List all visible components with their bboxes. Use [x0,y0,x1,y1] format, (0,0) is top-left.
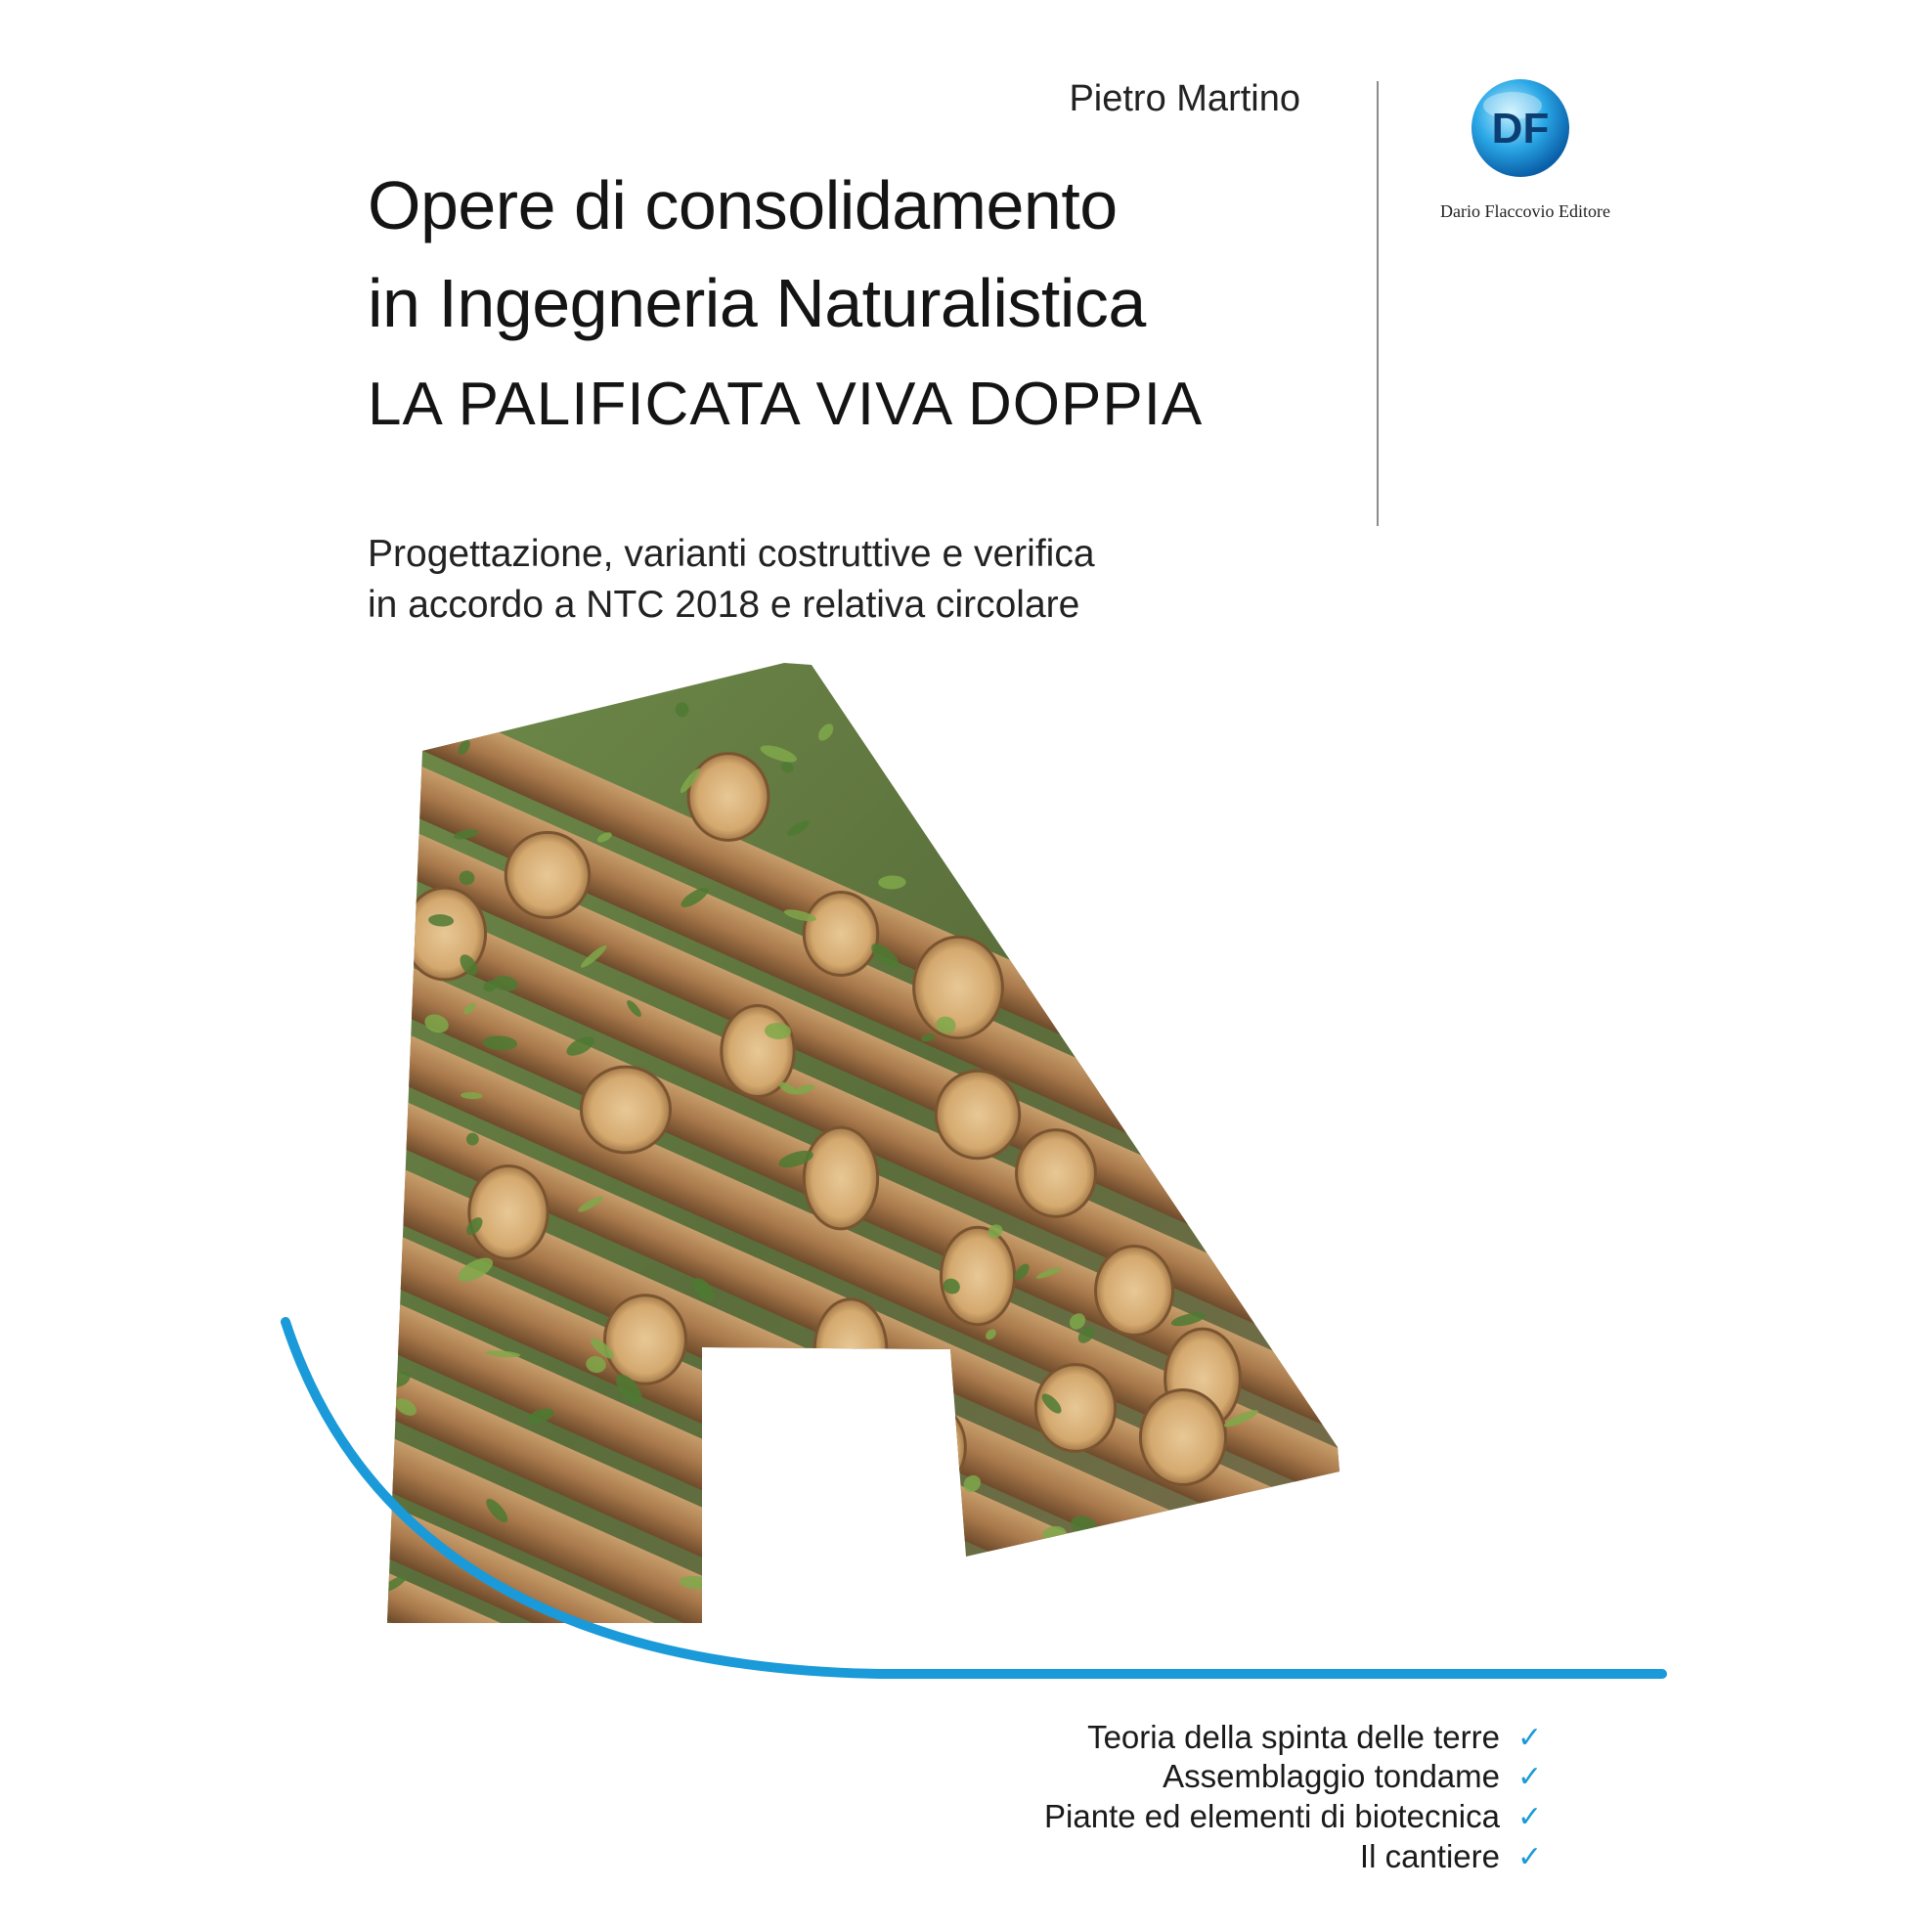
feature-label: Piante ed elementi di biotecnica [1044,1798,1500,1834]
log-end [688,754,768,841]
log-end [1017,1130,1096,1217]
feature-item [1360,1838,1543,1875]
leaf [725,1471,755,1505]
publisher-logo-text: DF [1491,105,1550,153]
log-end [936,1071,1019,1159]
log-end [804,892,878,975]
log-end [469,1165,548,1258]
leaf [1048,733,1068,758]
publisher-name: Dario Flaccovio Editore [1440,201,1610,221]
log-end [1140,1389,1225,1484]
log-end [505,832,589,917]
checkmark-icon: ✓ [1517,1800,1543,1833]
leaf [788,1473,805,1487]
leaf [776,1567,812,1578]
leaf [1227,1149,1244,1164]
log-end [581,1067,670,1153]
author-name: Pietro Martino [1069,78,1300,119]
leaf [1049,868,1072,885]
leaf [929,760,952,768]
log-end [914,937,1003,1037]
leaf [1158,1542,1186,1568]
log-end [605,1295,686,1384]
leaf [1172,921,1187,933]
title-line-1: Opere di consolidamento [368,167,1118,243]
log-end [1035,1365,1115,1452]
leaf [977,830,997,848]
leaf [778,1472,806,1500]
checkmark-icon: ✓ [1517,1721,1543,1754]
leaf [491,683,526,709]
log-end [741,1387,823,1477]
leaf [448,689,478,719]
feature-label: Il cantiere [1359,1838,1500,1874]
feature-label: Assemblaggio tondame [1163,1758,1500,1794]
leaf [1181,1162,1202,1183]
checkmark-icon: ✓ [1517,1840,1543,1873]
leaf [1067,924,1099,957]
feature-label: Teoria della spinta delle terre [1087,1719,1500,1755]
leaf [1111,837,1133,859]
leaf [1164,991,1181,1012]
leaf [1080,989,1105,1006]
log-end [814,1299,887,1400]
log-end [893,1404,966,1490]
leaf [1208,949,1246,977]
checkmark-icon: ✓ [1517,1760,1543,1793]
tagline-line-2: in accordo a NTC 2018 e relativa circolare [368,584,1080,626]
title-line-2: in Ingegneria Naturalistica [368,265,1146,341]
log-end [941,1227,1014,1324]
leaf [384,1001,411,1030]
feature-item [1087,1719,1543,1756]
feature-item [1044,1798,1543,1835]
leaf [1171,774,1196,788]
tagline-line-1: Progettazione, varianti costruttive e verifica [368,533,1095,575]
leaf [1219,976,1245,990]
subtitle: LA PALIFICATA VIVA DOPPIA [368,371,1204,438]
feature-item [1163,1758,1543,1795]
leaf [886,1518,900,1530]
log-end [1095,1246,1172,1335]
leaf [519,669,556,705]
leaf [1233,1499,1252,1513]
leaf [1226,1238,1248,1250]
leaf [378,1126,404,1138]
leaf [1216,676,1238,696]
log-end [804,1127,877,1229]
leaf [1118,1553,1143,1570]
leaf [394,839,419,865]
log-row [318,1482,1410,1932]
log [318,1482,1410,1932]
